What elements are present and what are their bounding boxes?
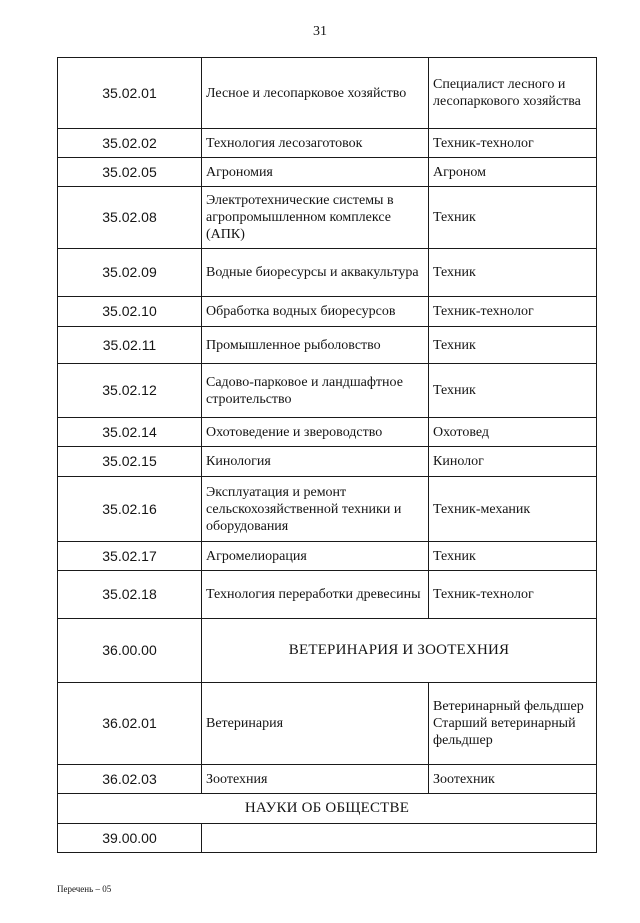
group-title: ВЕТЕРИНАРИЯ И ЗООТЕХНИЯ — [202, 619, 597, 683]
qualification: Охотовед — [429, 418, 597, 447]
specialty-code: 35.02.15 — [58, 447, 202, 477]
qualification: Техник-механик — [429, 477, 597, 542]
group-code: 36.00.00 — [58, 619, 202, 683]
specialty-code: 35.02.16 — [58, 477, 202, 542]
specialty-code: 36.02.01 — [58, 683, 202, 765]
table-row — [58, 765, 597, 794]
table-row — [58, 364, 597, 418]
table-row — [58, 58, 597, 129]
specialty-name: Ветеринария — [202, 683, 429, 765]
table-row — [58, 158, 597, 187]
specialty-code: 35.02.08 — [58, 187, 202, 249]
qualification: Специалист лесного и лесопаркового хозяйства — [429, 58, 597, 129]
page-number: 31 — [313, 24, 327, 39]
qualification: Техник — [429, 327, 597, 364]
specialty-code: 35.02.02 — [58, 129, 202, 158]
specialty-code: 35.02.01 — [58, 58, 202, 129]
specialty-name: Агромелиорация — [202, 542, 429, 571]
specialties-table — [57, 57, 597, 853]
qualification-line: Ветеринарный фельдшер — [433, 699, 584, 714]
qualification: Техник-технолог — [429, 571, 597, 619]
specialty-name: Электротехнические системы в агропромышленном комплексе (АПК) — [202, 187, 429, 249]
table-row — [58, 297, 597, 327]
qualification — [429, 683, 597, 765]
qualification-line: Старший ветеринарный фельдшер — [433, 716, 576, 748]
group-row — [58, 824, 597, 853]
specialty-code: 35.02.11 — [58, 327, 202, 364]
qualification: Техник — [429, 187, 597, 249]
specialty-name: Зоотехния — [202, 765, 429, 794]
specialty-code: 35.02.18 — [58, 571, 202, 619]
footer-note: Перечень – 05 — [57, 884, 112, 894]
table-row — [58, 187, 597, 249]
qualification: Техник — [429, 542, 597, 571]
table-row — [58, 249, 597, 297]
qualification: Техник — [429, 364, 597, 418]
specialty-name: Лесное и лесопарковое хозяйство — [202, 58, 429, 129]
table-row — [58, 683, 597, 765]
specialty-code: 35.02.10 — [58, 297, 202, 327]
specialty-name: Эксплуатация и ремонт сельскохозяйственной техники и оборудования — [202, 477, 429, 542]
specialty-name: Промышленное рыболовство — [202, 327, 429, 364]
specialty-code: 35.02.12 — [58, 364, 202, 418]
qualification: Техник-технолог — [429, 129, 597, 158]
specialty-name: Кинология — [202, 447, 429, 477]
qualification: Зоотехник — [429, 765, 597, 794]
specialty-name: Охотоведение и звероводство — [202, 418, 429, 447]
table-row — [58, 447, 597, 477]
table-row — [58, 327, 597, 364]
table-row — [58, 477, 597, 542]
qualification: Техник-технолог — [429, 297, 597, 327]
table-row — [58, 418, 597, 447]
group-row — [58, 619, 597, 683]
qualification: Техник — [429, 249, 597, 297]
specialty-code: 35.02.17 — [58, 542, 202, 571]
group-code: 39.00.00 — [58, 824, 202, 853]
specialty-name: Технология лесозаготовок — [202, 129, 429, 158]
table-row — [58, 571, 597, 619]
specialty-code: 36.02.03 — [58, 765, 202, 794]
specialty-name: Агрономия — [202, 158, 429, 187]
specialty-name: Технология переработки древесины — [202, 571, 429, 619]
table-row — [58, 542, 597, 571]
specialty-name: Обработка водных биоресурсов — [202, 297, 429, 327]
table-row — [58, 129, 597, 158]
specialty-code: 35.02.09 — [58, 249, 202, 297]
specialty-code: 35.02.05 — [58, 158, 202, 187]
group-title — [202, 824, 597, 853]
specialty-name: Садово-парковое и ландшафтное строительство — [202, 364, 429, 418]
specialty-code: 35.02.14 — [58, 418, 202, 447]
section-row — [58, 794, 597, 824]
qualification: Кинолог — [429, 447, 597, 477]
qualification: Агроном — [429, 158, 597, 187]
specialty-name: Водные биоресурсы и аквакультура — [202, 249, 429, 297]
section-title: НАУКИ ОБ ОБЩЕСТВЕ — [58, 794, 597, 824]
